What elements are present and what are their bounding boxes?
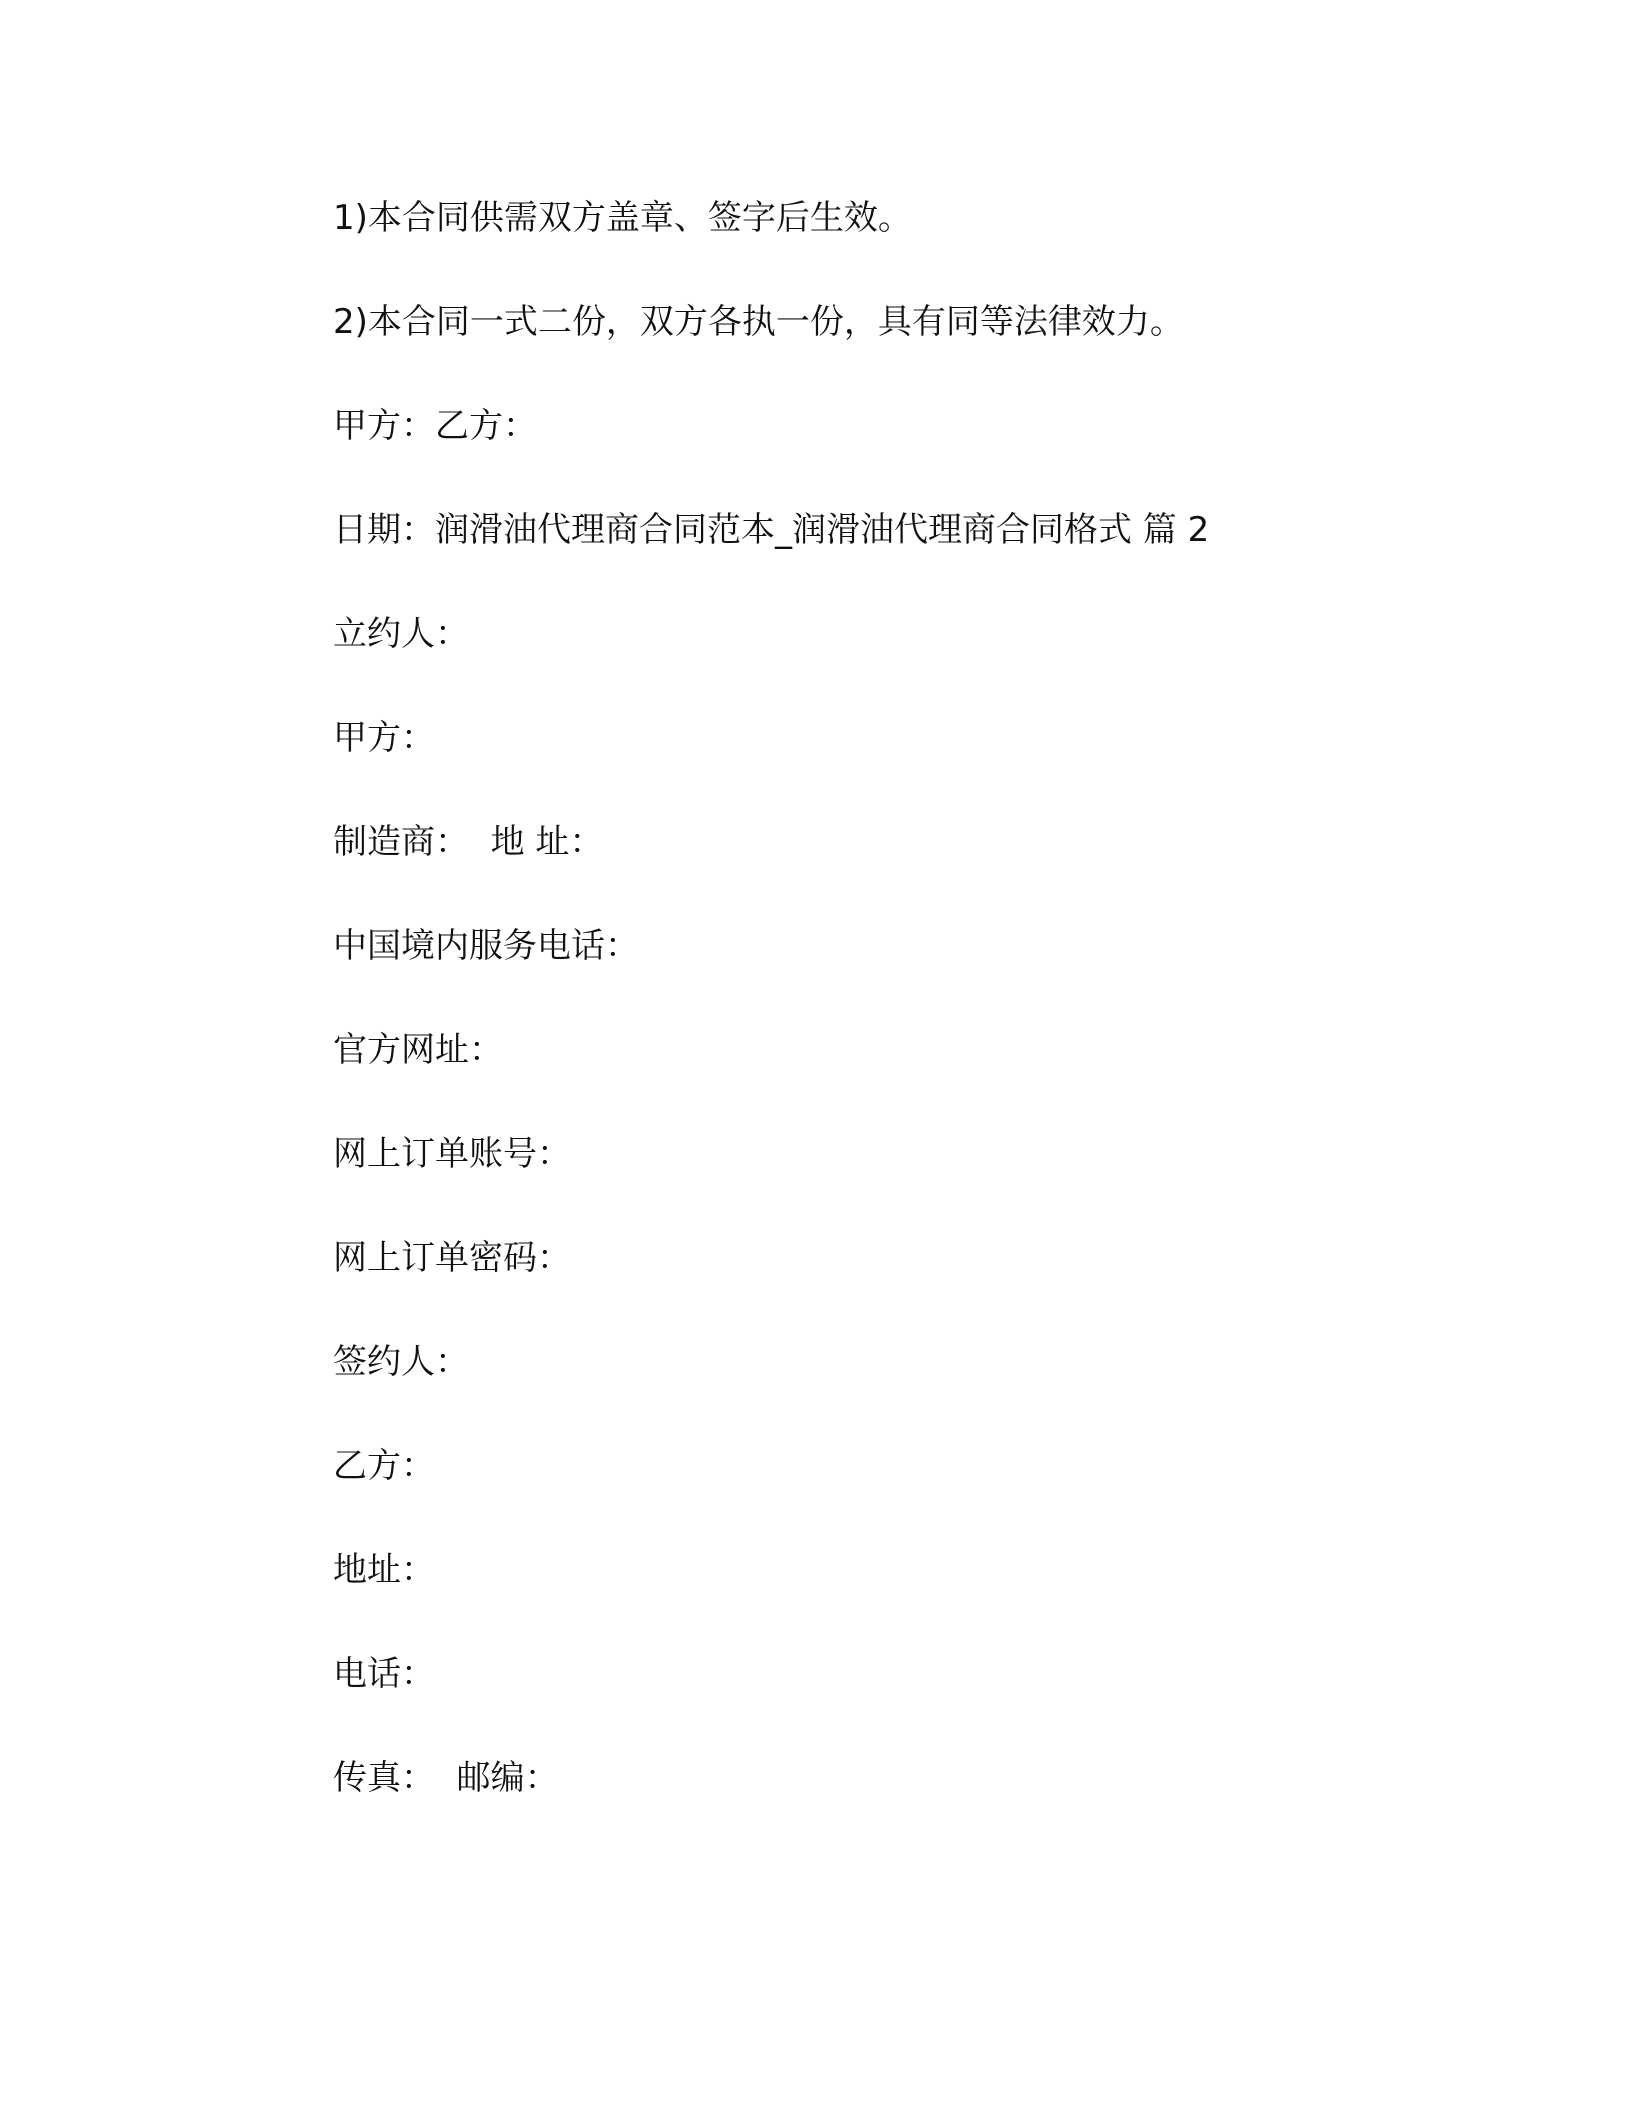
official-website-label: 官方网址：: [333, 1030, 503, 1070]
address-label: 地址：: [333, 1550, 435, 1590]
party-b-label: 乙方：: [333, 1446, 435, 1486]
party-signature-line: 甲方：乙方：: [333, 406, 537, 446]
service-phone-label: 中国境内服务电话：: [333, 926, 639, 966]
fax-postcode-line: 传真： 邮编：: [333, 1758, 559, 1798]
clause-copies: 2)本合同一式二份，双方各执一份，具有同等法律效力。: [333, 302, 1184, 342]
manufacturer-address-line: 制造商： 地 址：: [333, 822, 604, 862]
signatory-label: 签约人：: [333, 1342, 469, 1382]
party-a-label: 甲方：: [333, 718, 435, 758]
clause-effective: 1)本合同供需双方盖章、签字后生效。: [333, 198, 912, 238]
phone-label: 电话：: [333, 1654, 435, 1694]
date-and-title-line: 日期：润滑油代理商合同范本_润滑油代理商合同格式 篇 2: [333, 510, 1210, 550]
order-account-label: 网上订单账号：: [333, 1134, 571, 1174]
order-password-label: 网上订单密码：: [333, 1238, 571, 1278]
contracting-party-label: 立约人：: [333, 614, 469, 654]
